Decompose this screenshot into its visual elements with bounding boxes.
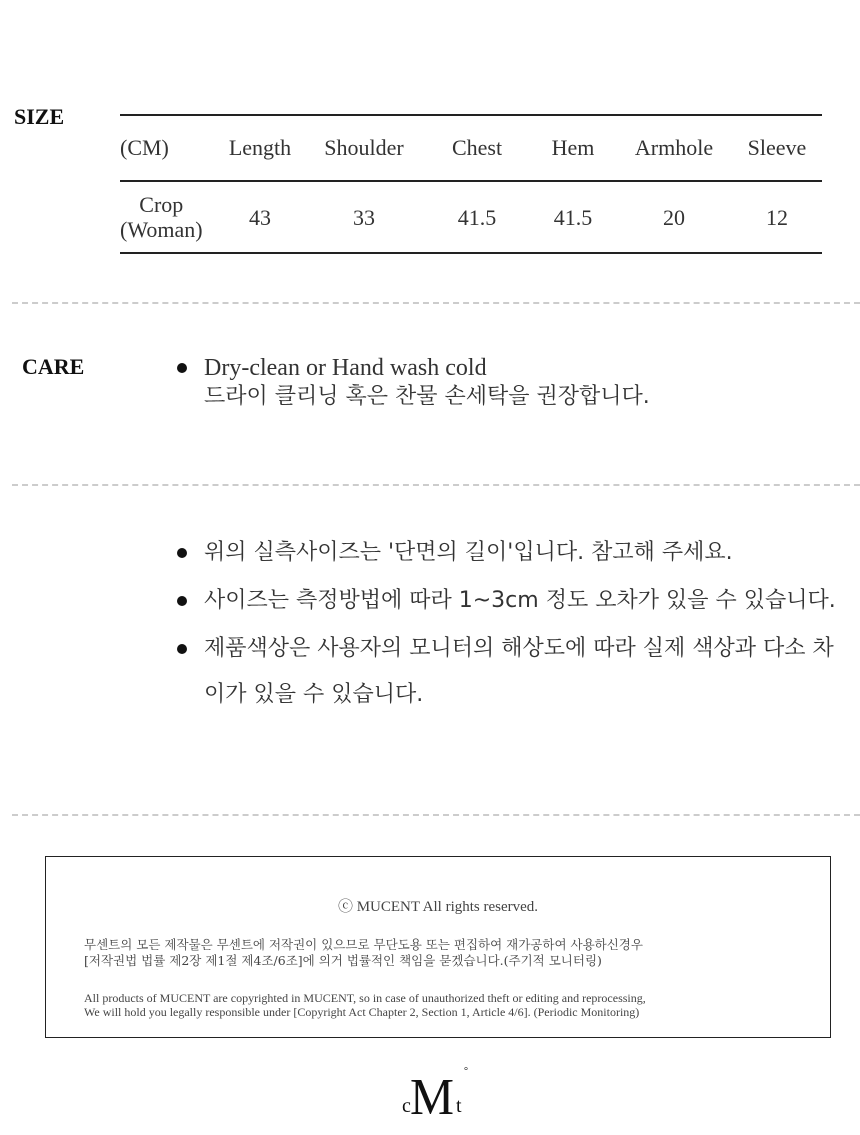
list-item xyxy=(172,354,650,412)
header-sleeve: Sleeve xyxy=(747,135,807,160)
copyright-title: ⓒ MUCENT All rights reserved. xyxy=(337,899,539,915)
cell-length: 43 xyxy=(249,204,271,230)
copyright-text-en xyxy=(84,991,646,1019)
size-table xyxy=(120,114,822,254)
bullet-icon xyxy=(177,548,187,558)
list-item xyxy=(172,578,842,624)
size-table-header-row xyxy=(120,115,822,181)
mucent-logo xyxy=(398,1062,478,1122)
cell-chest: 41.5 xyxy=(457,204,497,230)
copyright-ko-line1: 무센트의 모든 제작물은 무센트에 저작권이 있으므로 무단도용 또는 편집하여 재가공하여 사용하신경우 xyxy=(84,937,643,952)
note-text: 위의 실측사이즈는 '단면의 길이'입니다. 참고해 주세요. xyxy=(204,540,733,565)
cell-shoulder: 33 xyxy=(353,204,375,230)
care-instructions xyxy=(172,354,650,412)
table-row xyxy=(120,181,822,253)
note-text: 제품색상은 사용자의 모니터의 해상도에 따라 실제 색상과 다소 차이가 있을 수 있습니다. xyxy=(204,636,834,707)
logo-letter-t: t xyxy=(456,1095,462,1117)
care-section-title: CARE xyxy=(22,354,85,379)
header-armhole: Armhole xyxy=(634,135,714,160)
row-size-name xyxy=(120,181,216,253)
size-name-line2: (Woman) xyxy=(120,217,203,242)
notes-list xyxy=(172,530,842,720)
header-length: Length xyxy=(228,135,292,160)
note-text: 사이즈는 측정방법에 따라 1~3cm 정도 오차가 있을 수 있습니다. xyxy=(204,588,836,613)
logo-degree-mark: ° xyxy=(464,1066,468,1077)
section-divider xyxy=(12,484,860,486)
header-chest: Chest xyxy=(451,135,503,160)
copyright-en-line1: All products of MUCENT are copyrighted in MUCENT, so in case of unauthorized theft or editing and reprocessing, xyxy=(84,991,646,1005)
header-unit: (CM) xyxy=(120,135,169,160)
bullet-icon xyxy=(177,363,187,373)
care-text-en: Dry-clean or Hand wash cold xyxy=(204,355,487,381)
copyright-text-ko xyxy=(84,937,643,969)
size-name-line1: Crop xyxy=(139,192,184,217)
logo-letter-m: M xyxy=(410,1069,454,1122)
copyright-ko-line2: [저작권법 법률 제2장 제1절 제4조/6조]에 의거 법률적인 책임을 묻겠습니다.(주기적 모니터링) xyxy=(84,953,602,968)
section-divider xyxy=(12,302,860,304)
list-item xyxy=(172,626,842,718)
list-item xyxy=(172,530,842,576)
bullet-icon xyxy=(177,596,187,606)
logo-letter-c: c xyxy=(402,1095,411,1117)
cell-sleeve: 12 xyxy=(766,204,788,230)
bullet-icon xyxy=(177,644,187,654)
cell-armhole: 20 xyxy=(663,204,685,230)
section-divider xyxy=(12,814,860,816)
header-shoulder: Shoulder xyxy=(324,135,404,160)
header-hem: Hem xyxy=(551,135,595,160)
size-section-title: SIZE xyxy=(14,104,65,129)
cell-hem: 41.5 xyxy=(553,204,593,230)
copyright-en-line2: We will hold you legally responsible under [Copyright Act Chapter 2, Section 1, Article 4/6]. (Periodic Monitoring) xyxy=(84,1005,640,1019)
care-text-ko: 드라이 클리닝 혹은 찬물 손세탁을 권장합니다. xyxy=(204,384,650,409)
copyright-notice xyxy=(45,856,831,1038)
